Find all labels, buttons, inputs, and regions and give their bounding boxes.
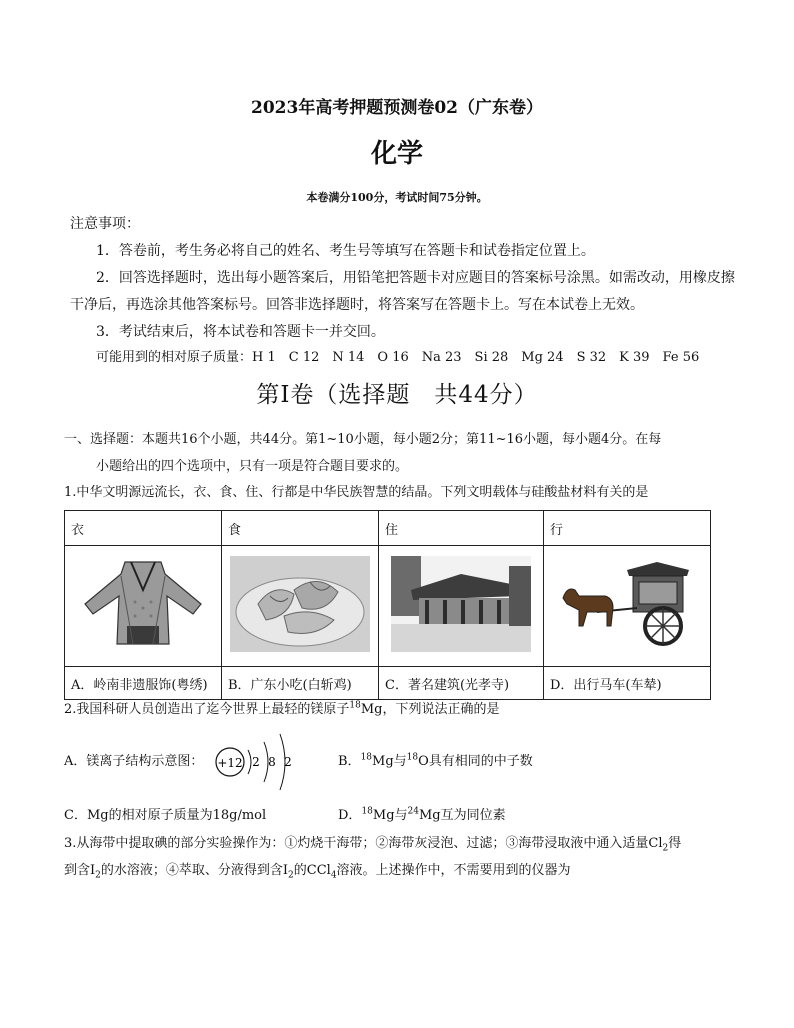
note-item-3: 3．考试结束后，将本试卷和答题卡一并交回。 bbox=[96, 324, 385, 340]
note-item-2: 2．回答选择题时，选出每小题答案后，用铅笔把答题卡对应题目的答案标号涂黑。如需改动，用橡皮擦 bbox=[96, 270, 735, 286]
q3-line-2-b: 的水溶液；④萃取、分液得到含I bbox=[100, 863, 289, 878]
q3-line-2-c: 的CCl bbox=[293, 863, 331, 878]
notes-heading: 注意事项： bbox=[70, 216, 140, 232]
q2-option-a bbox=[64, 752, 203, 772]
q1-option-a: A．岭南非遗服饰(粤绣) bbox=[65, 667, 222, 700]
q1-option-d: D．出行马车(车辇) bbox=[544, 667, 711, 700]
q2-b-mass-2: 18 bbox=[406, 752, 419, 763]
q1-header-food: 食 bbox=[222, 511, 379, 546]
q2-b-mass-1: 18 bbox=[360, 752, 373, 763]
q1-header-housing: 住 bbox=[379, 511, 544, 546]
q1-stem: 1.中华文明源远流长，衣、食、住、行都是中华民族智慧的结晶。下列文明载体与硅酸盐材料有关的是 bbox=[64, 485, 649, 500]
q1-option-c: C．著名建筑(光孝寺) bbox=[379, 667, 544, 700]
q1-table bbox=[64, 510, 711, 700]
dish-icon bbox=[230, 556, 370, 652]
ion-shell-3: 2 bbox=[284, 755, 292, 769]
q1-header-travel: 行 bbox=[544, 511, 711, 546]
ion-nucleus-charge: +12 bbox=[217, 756, 243, 770]
q2-d-symbol-2: Mg bbox=[419, 808, 441, 823]
q2-stem-symbol: Mg bbox=[360, 702, 383, 717]
subject-title: 化学 bbox=[370, 139, 423, 169]
q2-option-c: C．Mg的相对原子质量为18g/mol bbox=[64, 808, 267, 823]
q3-line-2-sub-1: 2 bbox=[95, 870, 101, 881]
q2-option-b bbox=[338, 752, 533, 772]
exam-title: 2023年高考押题预测卷02（广东卷） bbox=[251, 98, 543, 118]
note-item-1: 1．答卷前，考生务必将自己的姓名、考生号等填写在答题卡和试卷指定位置上。 bbox=[96, 243, 595, 259]
q1-image-cell-c bbox=[379, 546, 544, 667]
exam-meta: 本卷满分100分，考试时间75分钟。 bbox=[306, 191, 488, 204]
q1-option-b: B．广东小吃(白斩鸡) bbox=[222, 667, 379, 700]
q3-line-1-end: 得 bbox=[668, 836, 682, 851]
q2-b-mid: 与 bbox=[393, 754, 407, 769]
q1-header-clothing: 衣 bbox=[65, 511, 222, 546]
q2-option-b-label: B． bbox=[338, 754, 361, 769]
q2-stem-text: 2.我国科研人员创造出了迄今世界上最轻的镁原子 bbox=[64, 702, 350, 717]
q1-image-cell-d bbox=[544, 546, 711, 667]
temple-icon bbox=[387, 556, 535, 652]
q2-option-d-label: D． bbox=[338, 808, 362, 823]
q3-line-2-sub-3: 4 bbox=[330, 870, 337, 881]
q2-option-d bbox=[338, 806, 506, 826]
q2-stem-mass: 18 bbox=[349, 700, 361, 711]
q3-line-1-text: 3.从海带中提取碘的部分实验操作为：①灼烧干海带；②海带灰浸泡、过滤；③海带浸取液中通入适量Cl bbox=[64, 836, 663, 851]
section-instruction: 一、选择题：本题共16个小题，共44分。第1~10小题，每小题2分；第11~16小题，每小题4分。在每 bbox=[64, 432, 662, 447]
q2-d-mass-2: 24 bbox=[407, 806, 419, 817]
ion-shell-2: 8 bbox=[268, 755, 276, 769]
atomic-masses: 可能用到的相对原子质量：H 1 C 12 N 14 O 16 Na 23 Si 28 Mg 24 S 32 K 39 Fe 56 bbox=[96, 350, 700, 365]
q3-line-2-a: 到含I bbox=[64, 863, 96, 878]
q2-stem-end: ，下列说法正确的是 bbox=[382, 702, 500, 717]
note-item-2-cont: 干净后，再选涂其他答案标号。回答非选择题时，将答案写在答题卡上。写在本试卷上无效。 bbox=[70, 297, 644, 313]
q1-image-cell-a bbox=[65, 546, 222, 667]
ion-structure-diagram bbox=[212, 730, 302, 794]
q2-b-end: 具有相同的中子数 bbox=[428, 754, 533, 769]
q3-line-2-sub-2: 2 bbox=[288, 870, 294, 881]
q2-stem bbox=[64, 700, 500, 720]
q2-d-symbol-1: Mg bbox=[372, 808, 395, 823]
section-title: 第Ⅰ卷（选择题 共44分） bbox=[256, 382, 538, 408]
robe-icon bbox=[73, 556, 213, 652]
q2-d-end: 互为同位素 bbox=[440, 808, 506, 823]
q2-b-symbol-2: O bbox=[418, 754, 429, 769]
q2-option-a-label: A．镁离子结构示意图： bbox=[64, 754, 204, 769]
ion-shell-1: 2 bbox=[252, 755, 260, 769]
q3-stem-line-1 bbox=[64, 834, 681, 854]
section-instruction-cont: 小题给出的四个选项中，只有一项是符合题目要求的。 bbox=[96, 459, 409, 474]
carriage-icon bbox=[552, 556, 702, 652]
q3-stem-line-2 bbox=[64, 861, 571, 881]
q3-line-1-sub: 2 bbox=[662, 843, 669, 854]
q2-d-mass-1: 18 bbox=[361, 806, 373, 817]
q3-line-2-d: 溶液。上述操作中，不需要用到的仪器为 bbox=[336, 863, 571, 878]
q2-b-symbol-1: Mg bbox=[372, 754, 394, 769]
q1-image-cell-b bbox=[222, 546, 379, 667]
q2-d-mid: 与 bbox=[394, 808, 408, 823]
